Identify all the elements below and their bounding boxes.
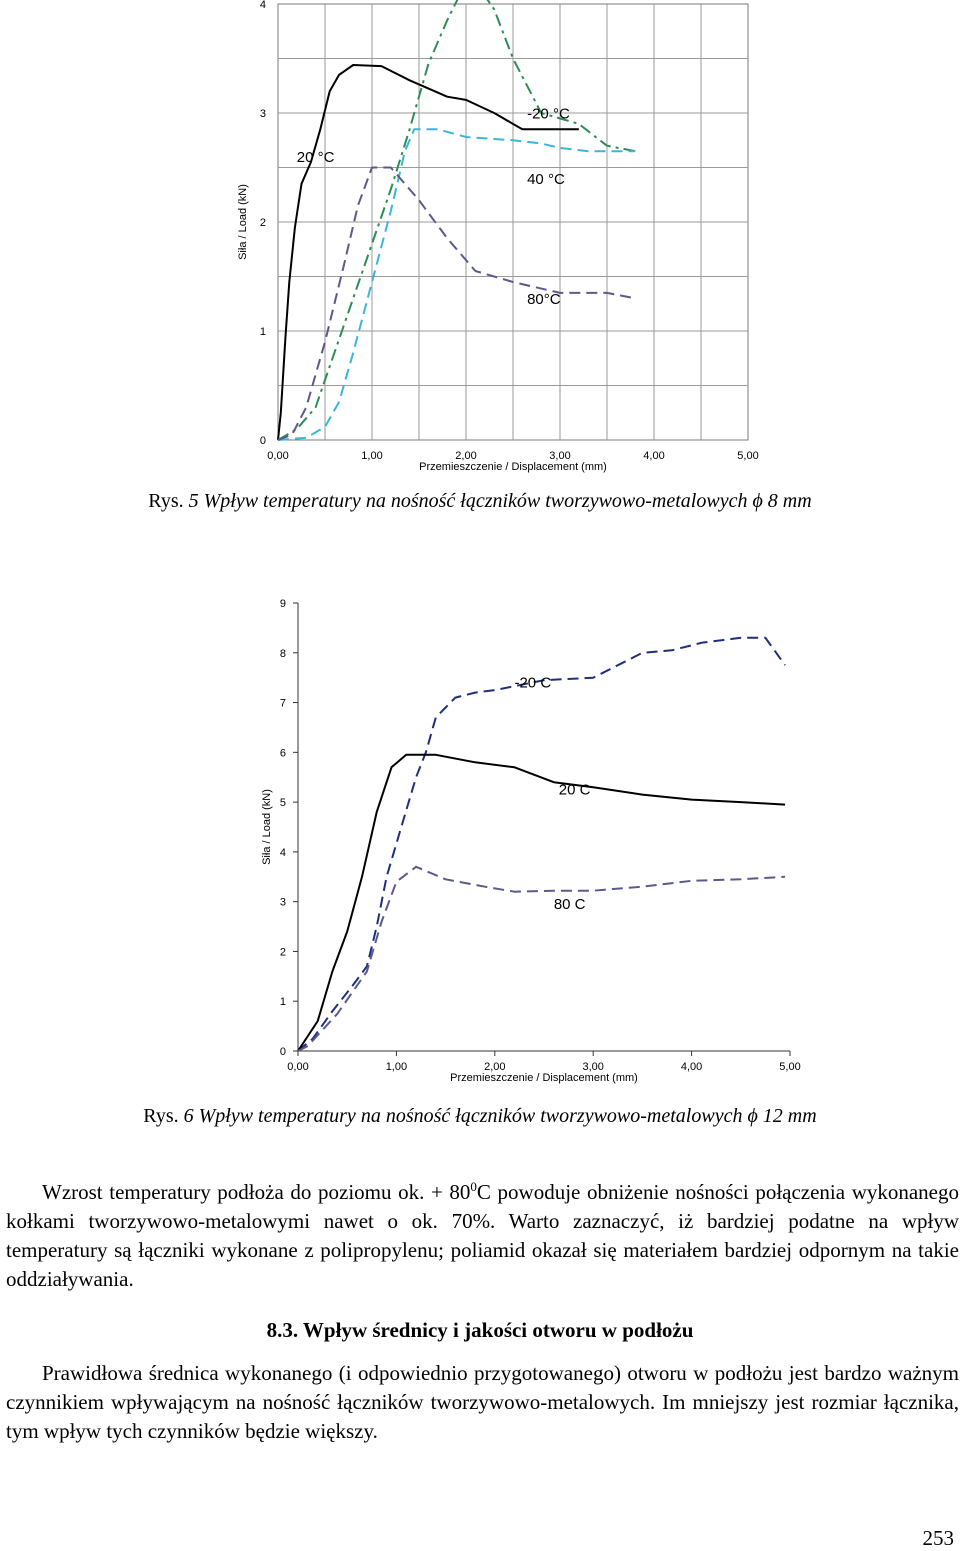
fig2-y-tick-label: 5 — [279, 797, 286, 810]
figure-2-caption-text: 6 Wpływ temperatury na nośność łączników tworzywowo-metalowych ϕ 12 mm — [183, 1105, 817, 1127]
section-heading: 8.3. Wpływ średnicy i jakości otworu w podłożu — [266, 1318, 694, 1342]
fig1-series-annotation: 20 °C — [296, 149, 335, 167]
fig2-y-tick-label: 4 — [279, 846, 286, 859]
fig1-y-tick-label: 3 — [259, 108, 266, 120]
fig2-series-annotation: 20 C — [558, 781, 591, 799]
fig2-y-tick-label: 7 — [279, 697, 286, 710]
fig1-series-line-4 — [278, 168, 635, 441]
fig1-series-annotation: -20 °C — [527, 105, 570, 123]
figure-2-chart — [0, 580, 960, 1100]
fig1-y-tick-label: 4 — [259, 0, 266, 11]
paragraph-2: Prawidłowa średnica wykonanego (i odpowiednio przygotowanego) otworu w podłożu jest bardzo ważnym czynnikiem wpływającym na nośność łączników tworzywowo-metalowych. Im mniejszy jest rozmiar łącznika, tym wpływ tych czynników będzie większy. — [6, 1361, 959, 1443]
figure-1-caption-text: 5 Wpływ temperatury na nośność łączników tworzywowo-metalowych ϕ 8 mm — [188, 490, 812, 512]
figure-1-chart — [0, 0, 960, 478]
fig2-y-tick-label: 8 — [279, 647, 286, 660]
fig1-y-tick-label: 2 — [259, 217, 266, 229]
fig1-x-tick-label: 2,00 — [455, 450, 477, 462]
fig2-x-tick-label: 4,00 — [680, 1061, 703, 1073]
fig1-x-tick-label: 0,00 — [267, 450, 289, 462]
fig1-y-tick-label: 1 — [259, 326, 266, 338]
fig1-series-annotation: 80°C — [527, 290, 561, 308]
fig2-series-line-2 — [298, 755, 785, 1051]
paragraph-1-rest: C powoduje obniżenie nośności połączenia wykonanego kołkami tworzywowo-metalowymi nawet o ok. 70%. Warto zaznaczyć, iż bardziej podatne na wpływ temperatury są łączniki wykonane z polipropylenu; poliamid okazał się materiałem bardziej odpornym na takie oddziaływania. — [6, 1180, 960, 1291]
fig2-x-tick-label: 5,00 — [779, 1061, 801, 1073]
fig1-y-tick-label: 0 — [259, 435, 266, 447]
fig2-y-tick-label: 0 — [279, 1046, 286, 1058]
fig2-x-tick-label: 1,00 — [385, 1061, 408, 1073]
fig2-y-tick-label: 2 — [279, 946, 286, 959]
fig2-x-tick-label: 2,00 — [484, 1061, 506, 1073]
fig2-y-axis-title: Siła / Load (kN) — [261, 789, 273, 865]
paragraph-1-start: Wzrost temperatury podłoża do poziomu ok. + 80 — [42, 1180, 471, 1204]
fig1-x-tick-label: 3,00 — [549, 450, 571, 462]
fig2-series-annotation: 80 C — [553, 896, 586, 914]
fig1-x-axis-title: Przemieszczenie / Displacement (mm) — [419, 461, 607, 473]
fig1-x-tick-label: 5,00 — [737, 450, 759, 462]
figure-1-caption-prefix: Rys. — [148, 490, 184, 512]
fig2-series-line-1 — [298, 638, 785, 1051]
fig2-series-line-3 — [298, 867, 785, 1051]
fig2-series-annotation: -20 C — [514, 674, 552, 692]
figure-2-caption-prefix: Rys. — [143, 1105, 179, 1127]
fig2-x-tick-label: 3,00 — [582, 1061, 604, 1073]
fig2-x-tick-label: 0,00 — [287, 1061, 309, 1073]
fig1-series-annotation: 40 °C — [527, 170, 565, 188]
fig2-x-axis-title: Przemieszczenie / Displacement (mm) — [450, 1072, 638, 1084]
paragraph-temperature — [6, 1172, 959, 1294]
paragraph-1-superscript: 0 — [470, 1179, 477, 1194]
page-number: 253 — [922, 1526, 954, 1550]
fig1-y-axis-title: Siła / Load (kN) — [237, 184, 249, 260]
fig2-y-tick-label: 9 — [279, 598, 286, 610]
fig2-y-tick-label: 1 — [279, 996, 286, 1009]
fig2-y-tick-label: 3 — [279, 896, 286, 909]
fig1-series-line-2 — [278, 0, 635, 440]
fig1-x-tick-label: 4,00 — [643, 450, 665, 462]
figure-1-caption — [0, 490, 960, 513]
figure-2-caption — [0, 1105, 960, 1128]
paragraph-diameter — [6, 1359, 959, 1446]
fig1-series-line-3 — [278, 129, 635, 440]
fig1-x-tick-label: 1,00 — [361, 450, 383, 462]
fig2-y-tick-label: 6 — [279, 747, 286, 760]
